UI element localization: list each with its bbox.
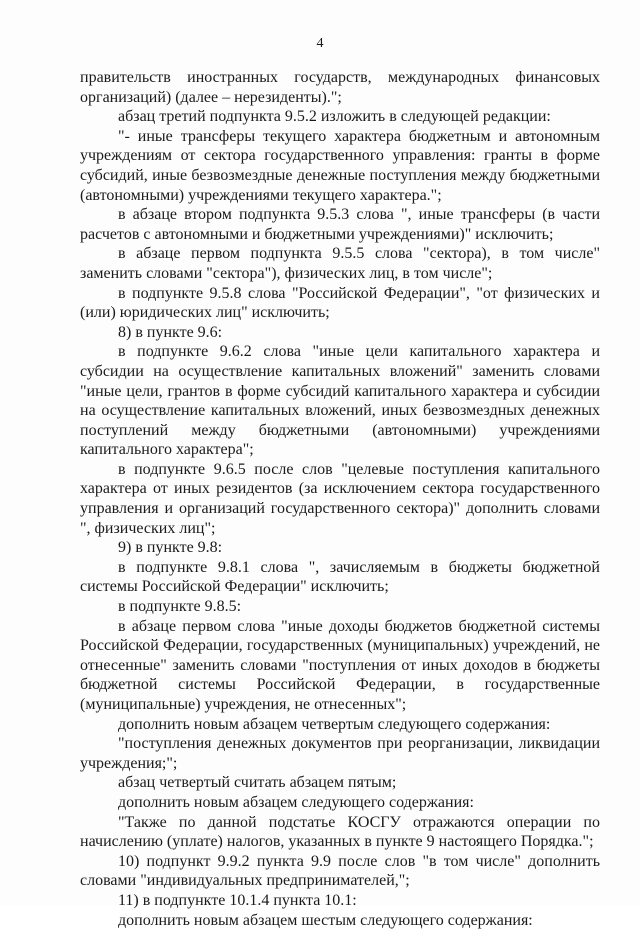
paragraph: в абзаце первом подпункта 9.5.5 слова "сектора), в том числе" заменить словами "сектора"), физических лиц, в том числе"; (80, 245, 600, 282)
paragraph: в абзаце первом слова "иные доходы бюджетов бюджетной системы Российской Федерации, государственных (муниципальных) учреждений, не отнесенные" заменить словами "поступления от иных доходов в бюджеты бюджетной системы Российской Федерации, в государственные (муниципальные) учреждения, не отнесенных"; (80, 617, 600, 713)
paragraph: дополнить новым абзацем четвертым следующего содержания: (118, 715, 551, 733)
paragraph: абзац третий подпункта 9.5.2 изложить в следующей редакции: (118, 108, 551, 126)
paragraph: в подпункте 9.5.8 слова "Российской Федерации", "от физических и (или) юридических лиц" исключить; (80, 284, 600, 322)
paragraph: в подпункте 9.8.5: (118, 598, 242, 616)
paragraph: "Также по данной подстатье КОСГУ отражаются операции по начислению (уплате) налогов, указанных в пункте 9 настоящего Порядка."; (80, 813, 600, 851)
paragraph: в абзаце втором подпункта 9.5.3 слова ", иные трансферы (в части расчетов с автономными и бюджетными учреждениями)" исключить; (80, 206, 600, 243)
paragraph: в подпункте 9.6.5 после слов "целевые поступления капитального характера от иных резидентов (за исключением сектора государственного управления и организаций государственного сектора)" дополнить словами ", физических лиц"; (80, 460, 600, 537)
paragraph: абзац четвертый считать абзацем пятым; (118, 774, 397, 792)
paragraph: "поступления денежных документов при реорганизации, ликвидации учреждения;"; (80, 735, 600, 772)
paragraph: 10) подпункт 9.9.2 пункта 9.9 после слов "в том числе" дополнить словами "индивидуальных предпринимателей,"; (80, 852, 600, 890)
document-body (80, 68, 600, 930)
paragraph: в подпункте 9.8.1 слова ", зачисляемым в бюджеты бюджетной системы Российской Федерации" исключить; (80, 558, 600, 596)
paragraph: 11) в подпункте 10.1.4 пункта 10.1: (118, 891, 357, 909)
paragraph: в подпункте 9.6.2 слова "иные цели капитального характера и субсидии на осуществление капитальных вложений" заменить словами "иные цели, грантов в форме субсидий капитального характера и субсидии на осуществление капитальных вложений, иных безвозмездных денежных поступлений между бюджетными (автономными) учреждениями капитального характера"; (80, 343, 600, 459)
paragraph: правительств иностранных государств, международных финансовых организаций) (далее – нерезиденты)."; (80, 69, 600, 106)
paragraph: 9) в пункте 9.8: (118, 539, 223, 557)
page-number: 4 (316, 36, 324, 51)
paragraph: дополнить новым абзацем следующего содержания: (118, 793, 474, 811)
paragraph: 8) в пункте 9.6: (118, 323, 223, 341)
paragraph: "- иные трансферы текущего характера бюджетным и автономным учреждениям от сектора государственного управления: гранты в форме субсидий, иные безвозмездные денежные поступления между бюджетными (автономными) учреждениями текущего характера."; (80, 127, 600, 204)
paragraph: дополнить новым абзацем шестым следующего содержания: (118, 911, 533, 929)
